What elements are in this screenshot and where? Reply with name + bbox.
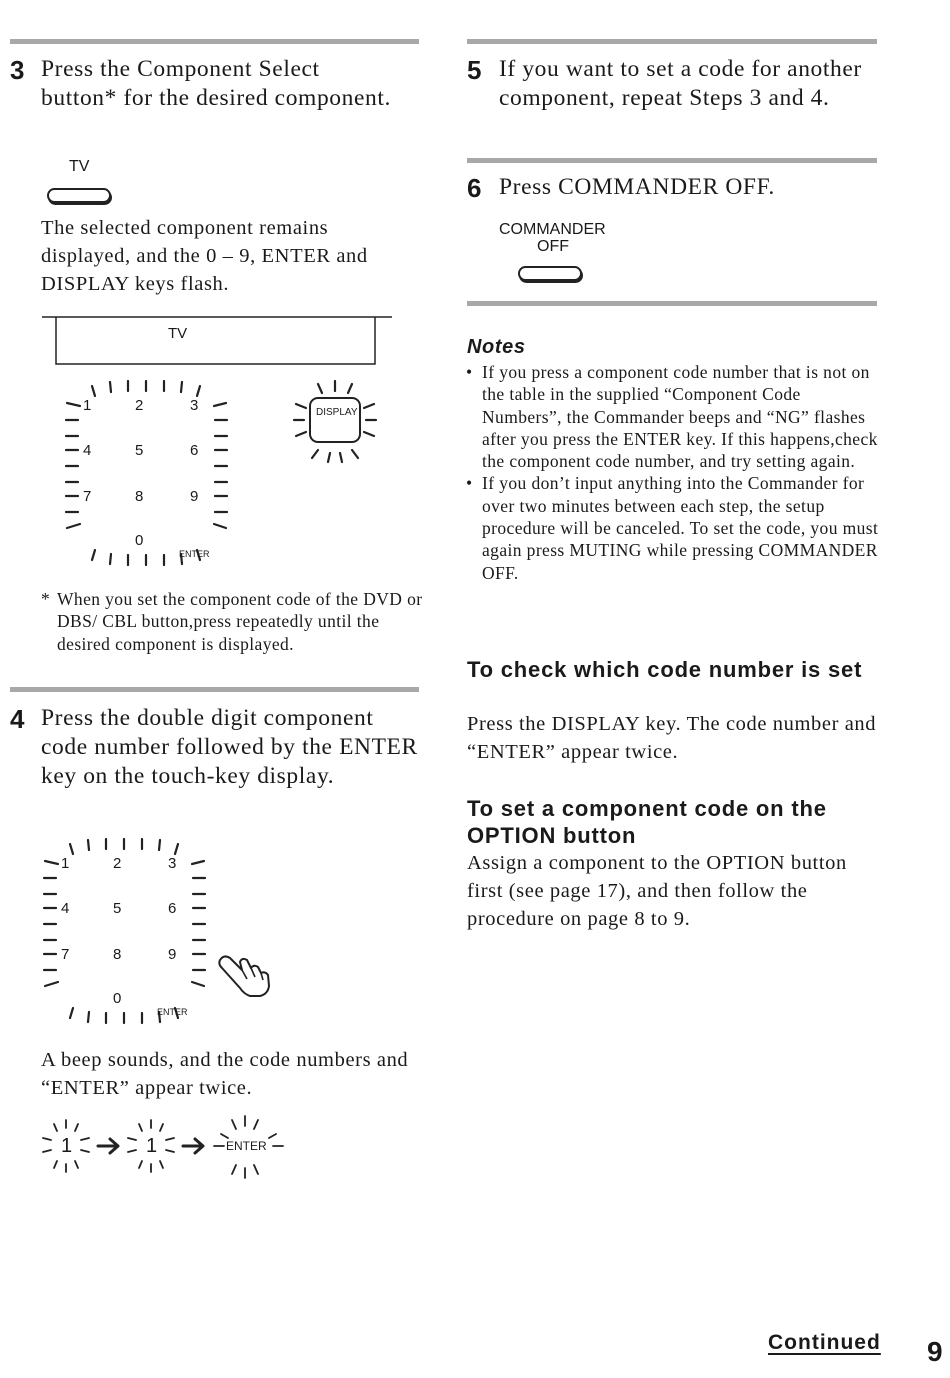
key-3: 3 (168, 855, 177, 872)
step-instruction: Press the Component Select button* for the desired component. (41, 56, 391, 111)
key-enter: ENTER (157, 1007, 188, 1017)
section-divider (10, 687, 419, 692)
step-result-text: The selected component remains displayed, and the 0 – 9, ENTER and DISPLAY keys flash. (41, 217, 368, 295)
key-4: 4 (83, 442, 92, 459)
footnote-text: When you set the component code of the DVD or DBS/ CBL button,press repeatedly until the desired component is displayed. (57, 589, 423, 654)
key-2: 2 (135, 397, 144, 414)
key-3: 3 (190, 397, 199, 414)
notes-heading: Notes (467, 336, 526, 358)
key-8: 8 (113, 946, 122, 963)
display-key-label: DISPLAY (316, 407, 358, 418)
continued-label: Continued (768, 1331, 881, 1354)
key-8: 8 (135, 488, 144, 505)
step-instruction: Press COMMANDER OFF. (499, 174, 775, 200)
key-5: 5 (113, 900, 122, 917)
section-divider (467, 158, 877, 163)
button-label: OFF (537, 238, 569, 255)
sequence-step: ENTER (226, 1139, 267, 1153)
section-text: Assign a component to the OPTION button first (see page 17), and then follow the procedure on page 8 to 9. (467, 852, 847, 930)
sequence-step: 1 (61, 1135, 73, 1157)
key-9: 9 (168, 946, 177, 963)
section-text: Press the DISPLAY key. The code number and “ENTER” appear twice. (467, 713, 877, 763)
key-6: 6 (190, 442, 199, 459)
sequence-step: 1 (146, 1135, 158, 1157)
footnote-mark: * (41, 589, 51, 609)
key-2: 2 (113, 855, 122, 872)
key-7: 7 (83, 488, 92, 505)
touch-display-illustration (40, 316, 400, 576)
keypad-press-illustration (40, 836, 280, 1036)
step-number: 4 (10, 704, 25, 734)
key-7: 7 (61, 946, 70, 963)
display-panel (40, 316, 400, 376)
notes-list (466, 361, 880, 584)
tv-button (47, 188, 111, 203)
step-number: 3 (10, 55, 25, 85)
footnote (41, 588, 432, 655)
commander-off-button (518, 266, 582, 281)
key-6: 6 (168, 900, 177, 917)
key-0: 0 (113, 990, 122, 1007)
section-heading: To set a component code on the OPTION button (467, 796, 827, 848)
step-number: 6 (467, 173, 482, 203)
key-5: 5 (135, 442, 144, 459)
key-9: 9 (190, 488, 199, 505)
step-instruction: If you want to set a code for another component, repeat Steps 3 and 4. (499, 56, 862, 111)
key-0: 0 (135, 532, 144, 549)
key-1: 1 (61, 855, 70, 872)
display-component-label: TV (168, 325, 188, 342)
step-result-text: A beep sounds, and the code numbers and “ENTER” appear twice. (41, 1049, 409, 1099)
pointing-hand-icon (216, 950, 276, 1000)
key-1: 1 (83, 397, 92, 414)
list-item: • If you don’t input anything into the Commander for over two minutes between each step, the setup procedure will be canceled. To set the code, you must again press MUTING while pressing COMMANDER OFF. (466, 472, 880, 583)
section-divider (467, 39, 877, 44)
key-4: 4 (61, 900, 70, 917)
button-label: TV (69, 158, 90, 175)
list-item: • If you press a component code number that is not on the table in the supplied “Component Code Numbers”, the Commander beeps and “NG” flashes after you press the ENTER key. If this happens,check the component code number, and try setting again. (466, 361, 880, 472)
section-divider (467, 301, 877, 306)
code-sequence-illustration (40, 1112, 290, 1182)
section-heading: To check which code number is set (467, 657, 863, 682)
button-label: COMMANDER (499, 221, 606, 238)
display-key-flash (292, 378, 382, 468)
step-instruction: Press the double digit component code number followed by the ENTER key on the touch-key display. (41, 705, 418, 789)
key-enter: ENTER (179, 549, 210, 559)
page-number: 9 (927, 1336, 943, 1367)
section-divider (10, 39, 419, 44)
step-number: 5 (467, 55, 482, 85)
